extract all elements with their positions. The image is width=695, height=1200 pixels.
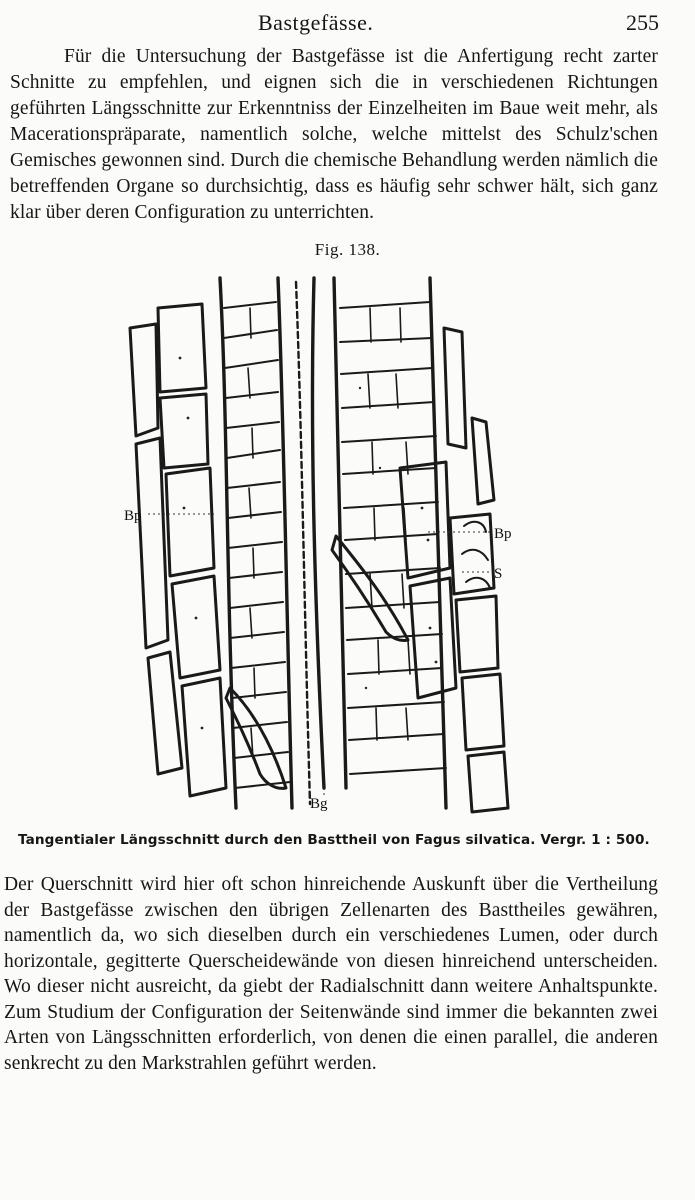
- bast-section-drawing: [110, 268, 550, 816]
- vessel-wall: [334, 278, 346, 788]
- cell-outline: [340, 302, 446, 774]
- cell-outline: [410, 578, 456, 698]
- label-bg: Bg: [310, 796, 328, 812]
- cell-outline: [462, 522, 490, 588]
- cell-outline: [400, 462, 450, 578]
- label-s: S: [494, 566, 503, 582]
- cell-outline: [472, 418, 494, 504]
- label-bp-left: Bp: [124, 508, 142, 524]
- cell-outline: [130, 324, 158, 436]
- cell-outline: [160, 394, 208, 468]
- cell-outline: [172, 576, 220, 678]
- cell-outline: [444, 328, 466, 448]
- label-bp-right: Bp: [494, 526, 512, 542]
- vessel-wall: [312, 278, 324, 788]
- running-title: Bastgefässe.: [258, 10, 374, 35]
- page-header: [0, 10, 695, 40]
- figure-caption: Tangentialer Längsschnitt durch den Basttheil von Fagus silvatica. Vergr. 1 : 500.: [18, 832, 650, 848]
- cell-outline: [456, 596, 498, 672]
- paragraph-cross-section: Der Querschnitt wird hier oft schon hinreichende Auskunft über die Vertheilung der Bastgefässe zwischen den übrigen Zellenarten des Basttheiles gewähren, namentlich da, wo sich dieselben durch ein verschiedenes Lumen, oder durch horizontale, gegitterte Querscheidewände von diesen hinreichend unterscheiden. Wo dieser nicht ausreicht, da giebt der Radialschnitt dann weitere Anhaltspunkte. Zum Studium der Configuration der Seitenwände sind immer die bekannten zwei Arten von Längsschnitten erforderlich, von denen die einen parallel, die anderen senkrecht zu den Markstrahlen geführt werden.: [4, 874, 658, 1074]
- cell-outline: [462, 674, 504, 750]
- cell-outline: [468, 752, 508, 812]
- figure-illustration: [110, 268, 550, 816]
- cell-outline: [248, 308, 255, 758]
- cell-outline: [158, 304, 206, 392]
- figure-number: Fig. 138.: [314, 240, 381, 259]
- cell-outline: [182, 678, 226, 796]
- cell-outline: [148, 652, 182, 774]
- cell-outline: [166, 468, 214, 576]
- cell-outline: [136, 438, 168, 648]
- page-number: 255: [626, 10, 659, 35]
- sieve-wall: [296, 282, 310, 804]
- paragraph-intro: Für die Untersuchung der Bastgefässe ist die Anfertigung recht zarter Schnitte zu empfehlen, und eignen sich die in verschiedenen Richtungen geführten Längsschnitte zur Erkenntniss der Einzelheiten im Baue weit mehr, als Macerationspräparate, namentlich solche, welche mittelst des Schulz'schen Gemisches gewonnen sind. Durch die chemische Behandlung werden nämlich die betreffenden Organe so durchsichtig, dass es häufig sehr schwer hält, sich ganz klar über deren Configuration zu unterrichten.: [10, 46, 658, 223]
